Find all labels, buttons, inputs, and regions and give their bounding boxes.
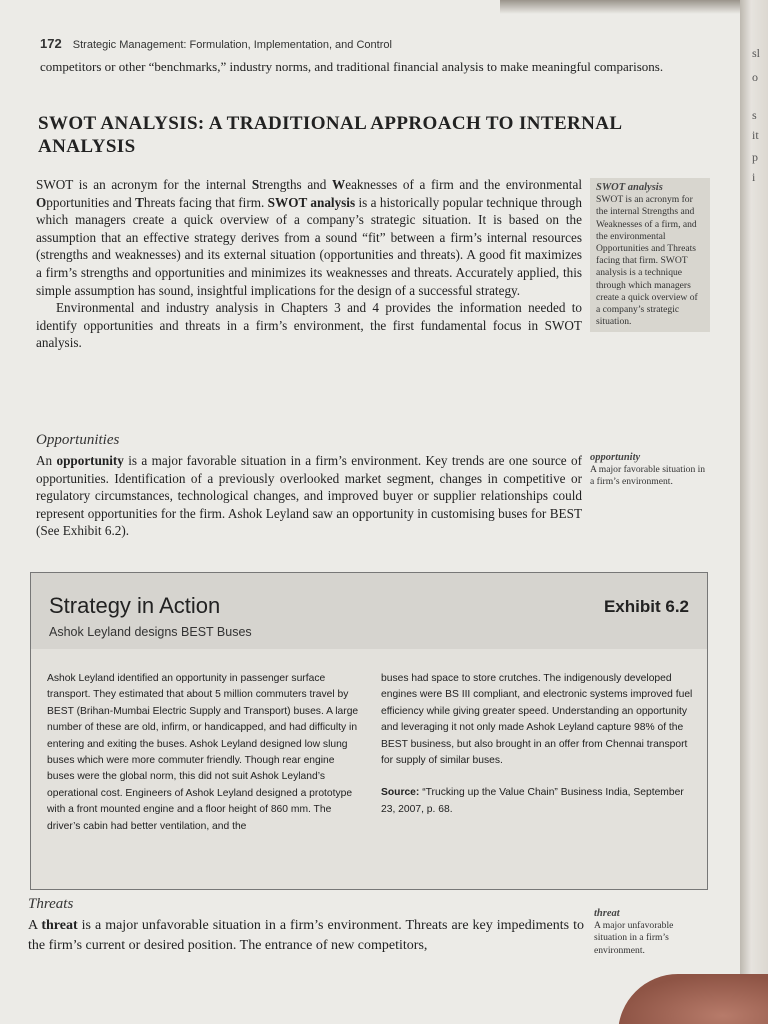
margin-note-swot <box>590 178 710 332</box>
exhibit-column-left: Ashok Leyland identified an opportunity in passenger surface transport. They estimated that about 5 million commuters travel by BEST (Brihan-Mumbai Electric Supply and Transport) buses. A large number of these are old, infirm, or handicapped, and had difficulty in entering and exiting the buses. Ashok Leyland designed low slung buses which were more commuter friendly. Though rear engine buses were the global norm, this did not suit Ashok Leyland’s operational cost. Engineers of Ashok Leyland designed a prototype with a front mounted engine and a floor height of 860 mm. The driver’s cabin had better ventilation, and the <box>47 673 359 832</box>
margin-definition-opportunity: A major favorable situation in a firm’s environment. <box>590 464 706 488</box>
margin-definition-swot: SWOT is an acronym for the internal Strengths and Weaknesses of a firm, and the environmental Opportunities and Threats facing that firm. SWOT analysis is a technique through which managers create a quick overview of a company’s strategic situation. <box>596 194 698 328</box>
running-title: Strategic Management: Formulation, Implementation, and Control <box>72 39 392 51</box>
carry-over-text: competitors or other “benchmarks,” industry norms, and traditional financial analysis to make meaningful comparisons. <box>40 59 664 74</box>
swot-paragraph-1: SWOT is an acronym for the internal Strengths and Weaknesses of a firm and the environmental Opportunities and Threats facing that firm. SWOT analysis is a historically popular technique through which managers create a quick overview of a company’s strategic situation. It is based on the assumption that an effective strategy derives from a sound “fit” between a firm’s internal resources (strengths and weaknesses) and its external situation (opportunities and threats). A good fit maximizes a firm’s strengths and opportunities and minimizes its weaknesses and threats. Accurately applied, this simple assumption has sound, insightful implications for the design of a successful strategy. <box>36 177 582 298</box>
adjacent-page-fragment: i <box>752 170 756 184</box>
opportunities-heading: Opportunities <box>36 432 120 448</box>
exhibit-box <box>30 572 708 890</box>
swot-body <box>36 176 582 352</box>
section-title: SWOT ANALYSIS: A TRADITIONAL APPROACH TO INTERNAL ANALYSIS <box>38 113 622 157</box>
running-header <box>40 36 392 51</box>
threats-heading: Threats <box>28 896 74 912</box>
exhibit-header <box>31 573 707 649</box>
adjacent-page-fragment: o <box>752 70 758 84</box>
adjacent-page-fragment: sl <box>752 46 761 60</box>
exhibit-title: Strategy in Action <box>49 593 221 618</box>
margin-term-swot: SWOT analysis <box>596 182 663 193</box>
margin-term-opportunity: opportunity <box>590 452 641 463</box>
threats-body: A threat is a major unfavorable situation in a firm’s environment. Threats are key impediments to the firm’s current or desired position. The entrance of new competitors, <box>28 918 584 953</box>
margin-note-threat <box>594 908 706 957</box>
exhibit-label: Exhibit 6.2 <box>603 597 689 616</box>
margin-term-threat: threat <box>594 908 620 919</box>
page-top-shadow <box>500 0 740 14</box>
exhibit-subtitle: Ashok Leyland designs BEST Buses <box>49 625 252 639</box>
exhibit-right-text: buses had space to store crutches. The indigenously developed engines were BS III compliant, and electronic systems improved fuel efficiency while giving greater speed. Understanding an opportunity and leveraging it not only made Ashok Leyland capture 98% of the BEST business, but also brought in an offer from Chennai transport for supply of similar buses. <box>381 673 693 767</box>
threat-term: threat <box>41 918 78 933</box>
swot-paragraph-2: Environmental and industry analysis in Chapters 3 and 4 provides the information needed to identify opportunities and threats in a firm’s environment, the first fundamental focus in SWOT analysis. <box>36 300 582 351</box>
swot-term: SWOT analysis <box>267 194 356 210</box>
adjacent-page-fragment: s <box>752 108 757 122</box>
adjacent-page-fragment: p <box>752 150 758 164</box>
opportunities-body <box>36 452 582 540</box>
exhibit-source: Source: “Trucking up the Value Chain” Business India, September 23, 2007, p. 68. <box>381 787 684 815</box>
adjacent-page-fragment: it <box>752 128 759 142</box>
margin-definition-threat: A major unfavorable situation in a firm’s environment. <box>594 920 674 956</box>
page-number: 172 <box>40 36 62 51</box>
opportunity-term: opportunity <box>56 453 124 468</box>
opportunities-paragraph: An opportunity is a major favorable situation in a firm’s environment. Key trends are one source of opportunities. Identification of a previously overlooked market segment, changes in competitive or regulatory circumstances, technological changes, and improved buyer or supplier relationships could represent opportunities for the firm. Ashok Leyland saw an opportunity in customising buses for BEST (See Exhibit 6.2). <box>36 453 582 539</box>
margin-note-opportunity <box>590 452 710 489</box>
exhibit-column-right <box>381 671 693 818</box>
